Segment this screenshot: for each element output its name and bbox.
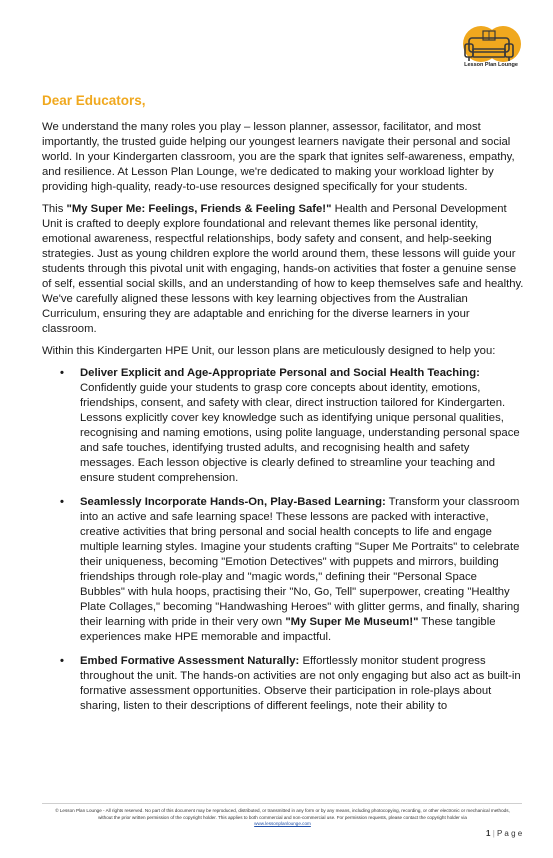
copyright-notice — [50, 808, 515, 828]
museum-title: "My Super Me Museum!" — [285, 616, 419, 628]
page-separator: | — [492, 829, 495, 838]
page-number — [486, 829, 522, 838]
brand-name: Lesson Plan Lounge — [464, 62, 518, 68]
page-number-value: 1 — [486, 829, 491, 838]
lead-in-paragraph: Within this Kindergarten HPE Unit, our lesson plans are meticulously designed to help you: — [42, 345, 496, 357]
list-item-lead: Seamlessly Incorporate Hands-On, Play-Based Learning: — [80, 496, 386, 508]
bullet-icon: • — [60, 367, 64, 379]
list-item — [60, 366, 524, 486]
bullet-icon: • — [60, 496, 64, 508]
unit-description-paragraph — [42, 202, 524, 337]
list-item — [60, 654, 524, 714]
unit-description-text: Health and Personal Development Unit is crafted to deeply explore foundational and relevant themes like personal identity, emotional awareness, respectful relationships, body safety and consent, and help-seeking strategies. Just as young children explore the world around them, these lessons will guide your students through this pivotal unit with engaging, hands-on activities that foster a genuine sense of self, essential social skills, and an understanding of how to keep themselves safe and healthy. We've carefully aligned these lessons with key learning objectives from the Australian Curriculum, ensuring they are adaptable and enriching for the diverse learners in your classroom. — [42, 203, 524, 335]
copyright-text: © Lesson Plan Lounge - All rights reserved. No part of this document may be reproduced, distributed, or transmitted in any form or by any means, including photocopying, recording, or other electronic or mechanical methods, without the prior written permission of the copyright holder. This applies to both commercial and non-commercial use. For permission requests, please contact the copyright holder via — [55, 808, 510, 820]
list-item — [60, 495, 524, 645]
benefit-list — [42, 366, 524, 714]
unit-title: "My Super Me: Feelings, Friends & Feeling Safe!" — [66, 203, 332, 215]
list-item-text: Transform your classroom into an active and safe learning space! These lessons are packed with interactive, creative activities that bring personal and social health concepts to life and engage multiple learning styles. Imagine your students crafting "Super Me Portraits" to celebrate their uniqueness, becoming "Emotion Detectives" with puppets and mirrors, building friendships through role-play and "magic words," defining their "Personal Space Bubbles" with hula hoops, practising their "No, Go, Tell" superpower, creating "Healthy Plate Collages," becoming "Handwashing Heroes" with glitter germs, and finally, sharing their learning with pride in their very own — [80, 496, 520, 628]
list-item-text: Confidently guide your students to grasp core concepts about identity, emotions, friendships, consent, and safety with clear, direct instruction tailored for Kindergarten. Lessons explicitly cover key knowledge such as identifying unique personal qualities, recognising and naming emotions, using polite language, understanding personal space and safe touches, identifying trusted adults, and recognising health and safety messages. Each lesson objective is clearly defined to streamline your teaching and ensure student comprehension. — [80, 382, 520, 484]
intro-paragraph: We understand the many roles you play – lesson planner, assessor, facilitator, and most importantly, the trusted guide helping our youngest learners navigate their personal and social world. In your Kindergarten classroom, you are the spark that ignites self-awareness, empathy, and resilience. At Lesson Plan Lounge, we're dedicated to making your workload lighter by providing high-quality, ready-to-use resources designed specifically for your students. — [42, 121, 515, 193]
list-item-text: Effortlessly monitor student progress throughout the unit. The hands-on activities are not only engaging but also act as built-in formative assessment opportunities. Observe their participation in role-plays about sharing, listen to their descriptions of different feelings, note their ability to — [80, 655, 521, 712]
bullet-icon: • — [60, 655, 64, 667]
list-item-lead: Embed Formative Assessment Naturally: — [80, 655, 300, 667]
list-item-lead: Deliver Explicit and Age-Appropriate Personal and Social Health Teaching: — [80, 367, 480, 379]
list-item-tail: These tangible experiences make HPE memorable and impactful. — [80, 616, 496, 643]
page-label: P a g e — [497, 829, 523, 838]
unit-description-prefix: This — [42, 203, 67, 215]
footer-divider — [42, 803, 522, 804]
website-link[interactable]: www.lessonplanlounge.com — [254, 821, 311, 826]
salutation-heading: Dear Educators, — [42, 93, 146, 108]
letter-body — [42, 120, 524, 723]
